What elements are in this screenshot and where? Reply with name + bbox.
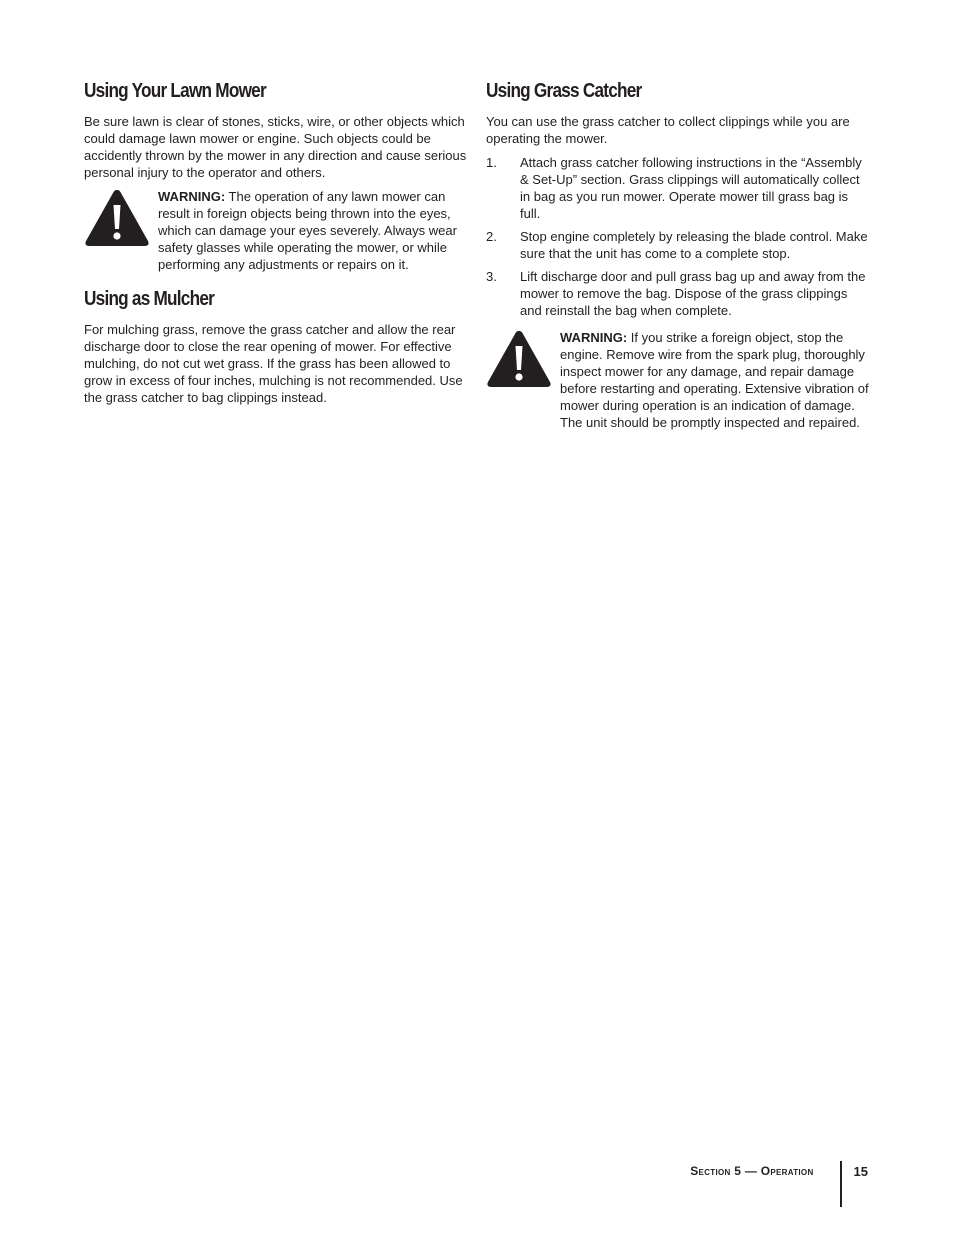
heading-using-grass-catcher: Using Grass Catcher: [486, 80, 642, 102]
right-column: [486, 78, 870, 442]
list-item: [486, 268, 870, 319]
left-column: [84, 78, 470, 413]
mower-warning-block: [84, 188, 470, 273]
list-item: [486, 228, 870, 262]
mulcher-paragraph: For mulching grass, remove the grass catcher and allow the rear discharge door to close the rear opening of mower. For effective mulching, do not cut wet grass. If the grass has been allowed to grow in excess of four inches, mulching is not recommended. Use the grass catcher to bag clippings instead.: [84, 322, 463, 405]
list-item: [486, 154, 870, 222]
warning-triangle-icon: [84, 188, 150, 248]
step-text: Attach grass catcher following instructions in the “Assembly & Set-Up” section. Grass clippings will automatically collect in bag as you run mower. Operate mower till grass bag is full.: [520, 155, 862, 221]
warning-body: The operation of any lawn mower can result in foreign objects being thrown into the eyes, which can damage your eyes severely. Always wear safety glasses while operating the mower, or while performing any adjustments or repairs on it.: [158, 189, 457, 272]
catcher-warning-block: [486, 329, 870, 431]
catcher-warning-text: [560, 329, 870, 431]
footer-divider: [840, 1161, 842, 1207]
warning-triangle-icon: [486, 329, 552, 389]
heading-using-as-mulcher: Using as Mulcher: [84, 288, 215, 310]
step-number: 1.: [486, 155, 497, 170]
page-footer: [690, 1161, 868, 1207]
step-number: 2.: [486, 229, 497, 244]
catcher-intro-paragraph: You can use the grass catcher to collect clippings while you are operating the mower.: [486, 114, 850, 146]
mower-warning-text: [158, 188, 470, 273]
step-text: Stop engine completely by releasing the blade control. Make sure that the unit has come to a complete stop.: [520, 229, 868, 261]
heading-using-lawn-mower: Using Your Lawn Mower: [84, 80, 266, 102]
warning-label: WARNING:: [560, 330, 628, 345]
catcher-steps-list: [486, 154, 870, 319]
step-text: Lift discharge door and pull grass bag up and away from the mower to remove the bag. Dispose of the grass clippings and reinstall the bag when complete.: [520, 269, 866, 318]
footer-section-title: Section 5 — Operation: [690, 1164, 814, 1178]
page-number: 15: [853, 1164, 868, 1179]
warning-body: If you strike a foreign object, stop the engine. Remove wire from the spark plug, thoroughly inspect mower for any damage, and repair damage before restarting and operating. Extensive vibration of mower during operation is an indication of damage. The unit should be promptly inspected and repaired.: [560, 330, 869, 430]
step-number: 3.: [486, 269, 497, 284]
warning-label: WARNING:: [158, 189, 226, 204]
mower-intro-paragraph: Be sure lawn is clear of stones, sticks, wire, or other objects which could damage lawn mower or engine. Such objects could be accidently thrown by the mower in any direction and cause serious personal injury to the operator and others.: [84, 114, 467, 180]
